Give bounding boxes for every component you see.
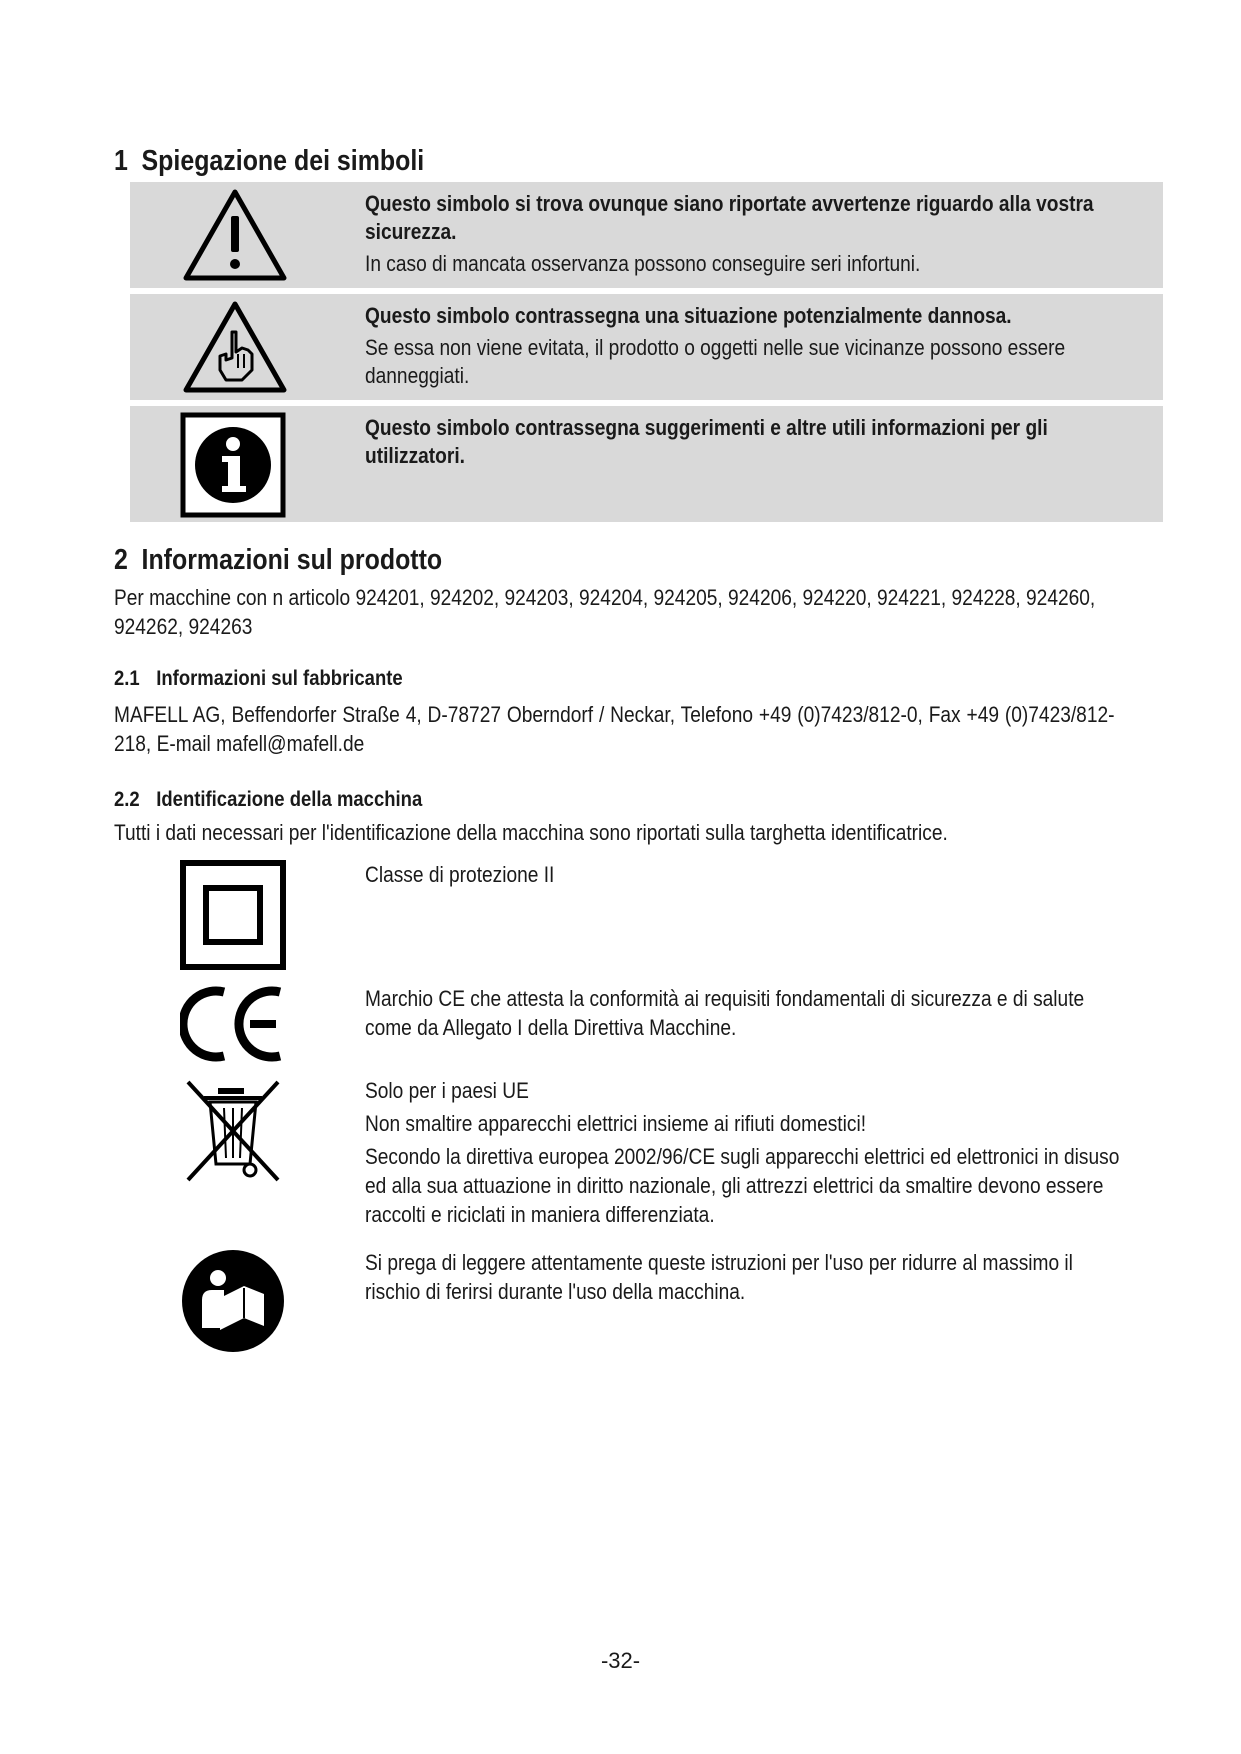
mark-description bbox=[365, 1248, 1131, 1306]
symbol-row-info bbox=[130, 406, 1163, 522]
crossed-bin-icon bbox=[180, 1078, 286, 1189]
mark-text-line: Si prega di leggere attentamente queste istruzioni per l'uso per ridurre al massimo il rischio di ferirsi durante l'uso della macchina. bbox=[365, 1250, 1073, 1304]
symbol-row-caution bbox=[130, 294, 1163, 400]
identification-text: Tutti i dati necessari per l'identificazione della macchina sono riportati sulla targhetta identificatrice. bbox=[114, 820, 948, 845]
mark-text-line: Marchio CE che attesta la conformità ai requisiti fondamentali di sicurezza e di salute come da Allegato I della Direttiva Macchine. bbox=[365, 986, 1085, 1040]
symbol-bold-text: Questo simbolo si trova ovunque siano riportate avvertenze riguardo alla vostra sicurezza. bbox=[365, 191, 1094, 244]
section-number: 2 bbox=[114, 544, 128, 576]
subsection-title: Informazioni sul fabbricante bbox=[156, 667, 403, 690]
subsection-number: 2.2 bbox=[114, 788, 140, 811]
info-icon bbox=[180, 412, 286, 523]
manufacturer-info-text: MAFELL AG, Beffendorfer Straße 4, D-78727 Oberndorf / Neckar, Telefono +49 (0)7423/812-0, Fax +49 (0)7423/812-218, E-mail mafell@mafell.de bbox=[114, 702, 1115, 756]
protection-class-ii-icon bbox=[180, 860, 286, 975]
section-number: 1 bbox=[114, 145, 128, 177]
page-number: -32- bbox=[600, 1648, 641, 1673]
mark-description bbox=[365, 1076, 1131, 1229]
symbol-plain-text: Se essa non viene evitata, il prodotto o oggetti nelle sue vicinanze possono essere danneggiati. bbox=[365, 335, 1066, 388]
subsection-title: Identificazione della macchina bbox=[156, 788, 423, 811]
section-title: Informazioni sul prodotto bbox=[141, 544, 443, 576]
section-1-heading bbox=[114, 145, 424, 178]
read-manual-icon bbox=[180, 1248, 286, 1359]
symbol-description bbox=[365, 302, 1066, 390]
mark-text-line: Non smaltire apparecchi elettrici insieme ai rifiuti domestici! bbox=[365, 1111, 867, 1136]
mark-row-weee bbox=[130, 1076, 1163, 1226]
symbol-description bbox=[365, 190, 1094, 278]
subsection-2-2-heading bbox=[114, 788, 422, 812]
symbol-description bbox=[365, 414, 1052, 470]
mark-row-read-manual bbox=[130, 1248, 1163, 1358]
symbol-bold-text: Questo simbolo contrassegna suggerimenti e altre utili informazioni per gli utilizzatori. bbox=[365, 415, 1048, 468]
section-title: Spiegazione dei simboli bbox=[141, 145, 425, 177]
symbol-plain-text: In caso di mancata osservanza possono conseguire seri infortuni. bbox=[365, 251, 921, 276]
product-intro-text: Per macchine con n articolo 924201, 924202, 924203, 924204, 924205, 924206, 924220, 924221, 924228, 924260, 924262, 924263 bbox=[114, 585, 1096, 639]
mark-text-line: Secondo la direttiva europea 2002/96/CE sugli apparecchi elettrici ed elettronici in disuso ed alla sua attuazione in diritto nazionale, gli attrezzi elettrici da smaltire devono essere raccolti e riciclati in maniera differenziata. bbox=[365, 1144, 1120, 1227]
symbol-row-warning bbox=[130, 182, 1163, 288]
subsection-2-1-heading bbox=[114, 667, 403, 691]
mark-text-line: Classe di protezione II bbox=[365, 862, 555, 887]
mark-row-ce bbox=[130, 984, 1163, 1064]
mark-text-line: Solo per i paesi UE bbox=[365, 1078, 529, 1103]
mark-description bbox=[365, 984, 1131, 1042]
section-2-heading bbox=[114, 544, 442, 577]
symbol-bold-text: Questo simbolo contrassegna una situazione potenzialmente dannosa. bbox=[365, 303, 1012, 328]
ce-mark-icon bbox=[180, 984, 286, 1069]
mark-description bbox=[365, 860, 1131, 889]
warning-triangle-icon bbox=[180, 186, 290, 289]
subsection-number: 2.1 bbox=[114, 667, 140, 690]
mark-row-protection-class bbox=[130, 860, 1163, 970]
caution-hand-triangle-icon bbox=[180, 298, 290, 401]
